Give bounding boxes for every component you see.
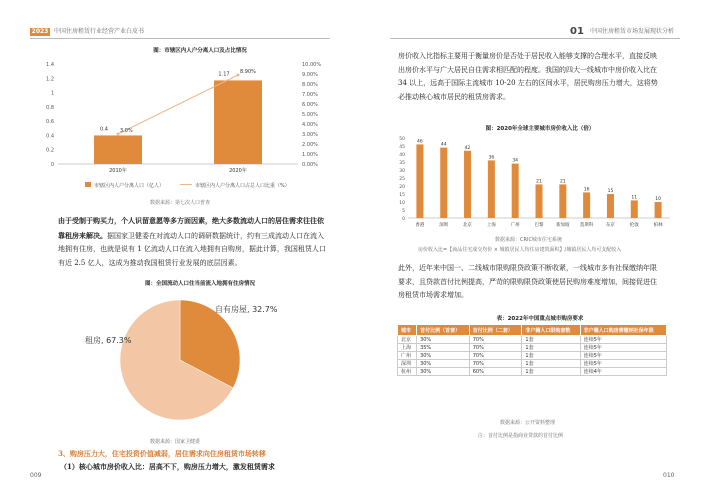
- legend-label-bar: 市辖区内人户分离人口（亿人）: [94, 183, 165, 189]
- table-header-cell: 首付比例（首套）: [417, 325, 470, 336]
- bar-value-label: 0.4: [100, 126, 108, 133]
- x-tick-label: 2010年: [109, 168, 127, 174]
- left-paragraph: [58, 214, 326, 270]
- population-bar-line-chart: [30, 56, 350, 196]
- bar-value-label: 44: [440, 142, 447, 148]
- section-subheading: （1）核心城市房价收入比：居高不下，购房压力增大，激发租赁需求: [60, 462, 275, 471]
- table-cell: 1套: [522, 336, 580, 344]
- table-row: [398, 344, 667, 352]
- y2-tick-label: 0.00%: [302, 162, 318, 168]
- bar-value-label: 15: [607, 189, 614, 194]
- table-cell: 连续5年: [580, 336, 666, 344]
- table-cell: 连续5年: [580, 344, 666, 352]
- bar: [440, 148, 447, 218]
- table-cell: 广州: [398, 352, 417, 360]
- y-tick-label: 1: [50, 90, 54, 97]
- y2-tick-label: 2.00%: [302, 142, 318, 148]
- left-paragraph-bold: 由于受制于购买力，个人识留意愿等多方面因素，绝大多数流动人口的居住需求往往依靠租房来解决。: [58, 216, 324, 240]
- header-chapter-number: 01: [570, 26, 584, 37]
- x-tick-label: 上海: [486, 223, 496, 228]
- table-cell: 1套: [522, 360, 580, 368]
- ratio-point: [117, 133, 120, 136]
- y-tick-label: 20: [399, 185, 405, 190]
- left-page-number: 009: [30, 472, 42, 479]
- table-cell: 70%: [469, 336, 522, 344]
- right-page-number: 010: [663, 472, 675, 479]
- x-tick-label: 伦敦: [629, 223, 639, 228]
- housing-pie-chart: [60, 285, 320, 435]
- table-row: [398, 360, 667, 368]
- table-cell: 70%: [469, 344, 522, 352]
- bar: [464, 151, 471, 218]
- bar: [94, 135, 142, 164]
- y2-tick-label: 8.00%: [302, 82, 318, 88]
- bar-value-label: 21: [559, 179, 566, 185]
- table-source: 数据来源：公开资料整理: [500, 420, 556, 426]
- table-cell: 上海: [398, 344, 417, 352]
- y-tick-label: 1.4: [46, 62, 54, 68]
- x-tick-label: 广州: [510, 223, 520, 228]
- ratio-point: [237, 74, 240, 77]
- pie-label: 自有房屋, 32.7%: [215, 305, 278, 314]
- header-left-title: 中国住房租赁行业经营产业白皮书: [54, 28, 145, 35]
- table-cell: 30%: [417, 368, 470, 376]
- table-cell: 连续4年: [580, 368, 666, 376]
- y-tick-label: 0.6: [46, 119, 54, 126]
- bar: [536, 184, 543, 218]
- x-tick-label: 北京: [463, 223, 473, 228]
- y-tick-label: 5: [402, 209, 405, 214]
- chart2-source: 数据来源：国家卫健委: [150, 439, 201, 445]
- x-tick-label: 香港: [415, 223, 425, 228]
- table-cell: 30%: [417, 336, 470, 344]
- table-cell: 深圳: [398, 360, 417, 368]
- y-tick-label: 0.8: [46, 104, 54, 111]
- pie-label: 租房, 67.3%: [85, 336, 132, 345]
- y-tick-label: 0: [402, 217, 405, 222]
- table-cell: 1套: [522, 344, 580, 352]
- bar-value-label: 42: [464, 145, 471, 151]
- y-tick-label: 0.2: [46, 147, 54, 154]
- table-row: [398, 352, 667, 360]
- table-header-cell: 城市: [398, 325, 417, 336]
- bar-value-label: 34: [512, 158, 519, 164]
- bar-value-label: 16: [583, 187, 590, 193]
- y-tick-label: 10: [399, 201, 405, 206]
- header-left-divider: [30, 38, 330, 39]
- table-cell: 1套: [522, 352, 580, 360]
- bar-value-label: 36: [488, 155, 495, 161]
- chart3-source: 数据来源：CRIC城市住宅系统: [495, 237, 562, 243]
- y-tick-label: 0: [50, 162, 54, 168]
- x-tick-label: 柏林: [653, 223, 663, 228]
- right-paragraph-1: 房价收入比指标主要用于衡量房价是否处于居民收入能够支撑的合理水平，直接反映出房价水平与广大居民自住需求相匹配的程度。我国的四大一线城市中房价收入比在 34 以上，远高于国际主流城市 10-20 左右的区间水平，居民购房压力增大，这将势必推动核心城市居民的租赁房需求。: [398, 52, 658, 101]
- right-paragraph-2: 此外，近年来中国一、二线城市限购限贷政策不断收紧，一线城市多有社保缴纳年限要求，且贷款首付比例提高，严苛的限购限贷政策使居民购房难度增加，间接促进住房租赁市场需求增加。: [398, 264, 657, 299]
- y2-tick-label: 10.00%: [302, 62, 322, 68]
- y-tick-label: 50: [399, 137, 405, 142]
- y2-tick-label: 3.00%: [302, 132, 318, 138]
- table-body: [398, 336, 667, 376]
- price-income-ratio-chart: [390, 132, 680, 234]
- legend-label-line: 市辖区内人户分离人口占总人口比重（%）: [195, 183, 290, 189]
- table-cell: 35%: [417, 344, 470, 352]
- table-header-cell: 非户籍人口限购套数: [522, 325, 580, 336]
- y-tick-label: 25: [399, 177, 405, 182]
- bar-value-label: 10: [655, 197, 661, 202]
- table-cell: 连续5年: [580, 360, 666, 368]
- table-header-cell: 首付比例（二套）: [469, 325, 522, 336]
- bar: [583, 192, 590, 218]
- y-tick-label: 30: [399, 169, 405, 174]
- chart3-title: 图：2020年全球主要城市房价收入比（倍）: [485, 126, 595, 132]
- chart1-source: 数据来源：第七次人口普查: [150, 200, 211, 206]
- y-tick-label: 40: [399, 153, 405, 158]
- table-cell: 30%: [417, 360, 470, 368]
- x-tick-label: 深圳: [439, 223, 449, 228]
- table-cell: 1套: [522, 368, 580, 376]
- table-cell: 60%: [469, 368, 522, 376]
- y-tick-label: 0.4: [46, 133, 54, 140]
- bar-value-label: 11: [631, 195, 638, 201]
- ratio-value-label: 8.90%: [240, 69, 256, 75]
- header-right-divider: [390, 38, 680, 39]
- x-tick-label: 巴黎: [534, 223, 544, 228]
- bar: [631, 200, 638, 218]
- y-tick-label: 1.2: [46, 76, 54, 83]
- x-tick-label: 莫斯科: [579, 223, 594, 228]
- legend-swatch-bar: [85, 182, 91, 187]
- x-tick-label: 东京: [605, 223, 615, 228]
- bar: [559, 184, 566, 218]
- y2-tick-label: 7.00%: [302, 92, 318, 98]
- bar: [416, 144, 423, 218]
- y2-tick-label: 9.00%: [302, 72, 318, 78]
- bar: [488, 160, 495, 218]
- bar: [607, 194, 614, 218]
- table-cell: 北京: [398, 336, 417, 344]
- header-year-badge: 2023: [31, 28, 49, 35]
- y2-tick-label: 4.00%: [302, 122, 318, 128]
- left-paragraph-normal: 据国家卫健委在对流动人口的调研数据统计，约有三成流动人口在流入地拥有住房，也就是说有 1 亿流动人口在流入地拥有自购房，据此计算，我国租赁人口有近 2.5 亿人，这成为推动我国租赁行业发展的底层因素。: [58, 231, 326, 267]
- bar-value-label: 21: [536, 179, 542, 185]
- table-cell: 杭州: [398, 368, 417, 376]
- table-cell: 70%: [469, 352, 522, 360]
- bar: [655, 202, 662, 218]
- y-tick-label: 15: [399, 193, 405, 198]
- bar-value-label: 1.17: [218, 71, 230, 78]
- table-title: 表：2022年中国重点城市购房要求: [496, 316, 584, 322]
- header-right-title: 中国住房租赁市场发展现状分析: [590, 28, 675, 35]
- table-cell: 30%: [417, 352, 470, 360]
- x-tick-label: 2020年: [229, 168, 247, 174]
- y2-tick-label: 1.00%: [302, 152, 318, 158]
- table-cell: 70%: [469, 360, 522, 368]
- purchase-requirements-table: [397, 324, 667, 376]
- chart1-title: 图：市辖区内人户分离人口及占比情况: [153, 48, 247, 54]
- table-note: 注：首付比例是指商业贷款的首付比例: [478, 433, 564, 439]
- section-heading: 3、购房压力大，住宅投资价值减弱，居住需求向住房租赁市场转移: [58, 449, 266, 458]
- y2-tick-label: 6.00%: [302, 102, 318, 108]
- bar-value-label: 46: [417, 139, 423, 145]
- table-row: [398, 336, 667, 344]
- bar: [214, 80, 262, 164]
- x-tick-label: 新加坡: [556, 223, 570, 228]
- bar: [512, 164, 519, 218]
- table-header-cell: 非户籍人口购房需缴纳社保年限: [580, 325, 666, 336]
- chart2-title: 图：全国流动人口住当前流入地拥有住房情况: [144, 281, 255, 287]
- table-row: [398, 368, 667, 376]
- y2-tick-label: 5.00%: [302, 112, 318, 118]
- y-tick-label: 45: [399, 145, 405, 150]
- table-cell: 连续5年: [580, 352, 666, 360]
- table-header-row: [398, 325, 667, 336]
- chart3-note: 房价收入比=【商品住宅成交均价 × 城镇居民人均住房建筑面积】/城镇居民人均可支配收入: [418, 247, 622, 253]
- y-tick-label: 35: [399, 161, 405, 166]
- ratio-value-label: 3.0%: [120, 128, 133, 134]
